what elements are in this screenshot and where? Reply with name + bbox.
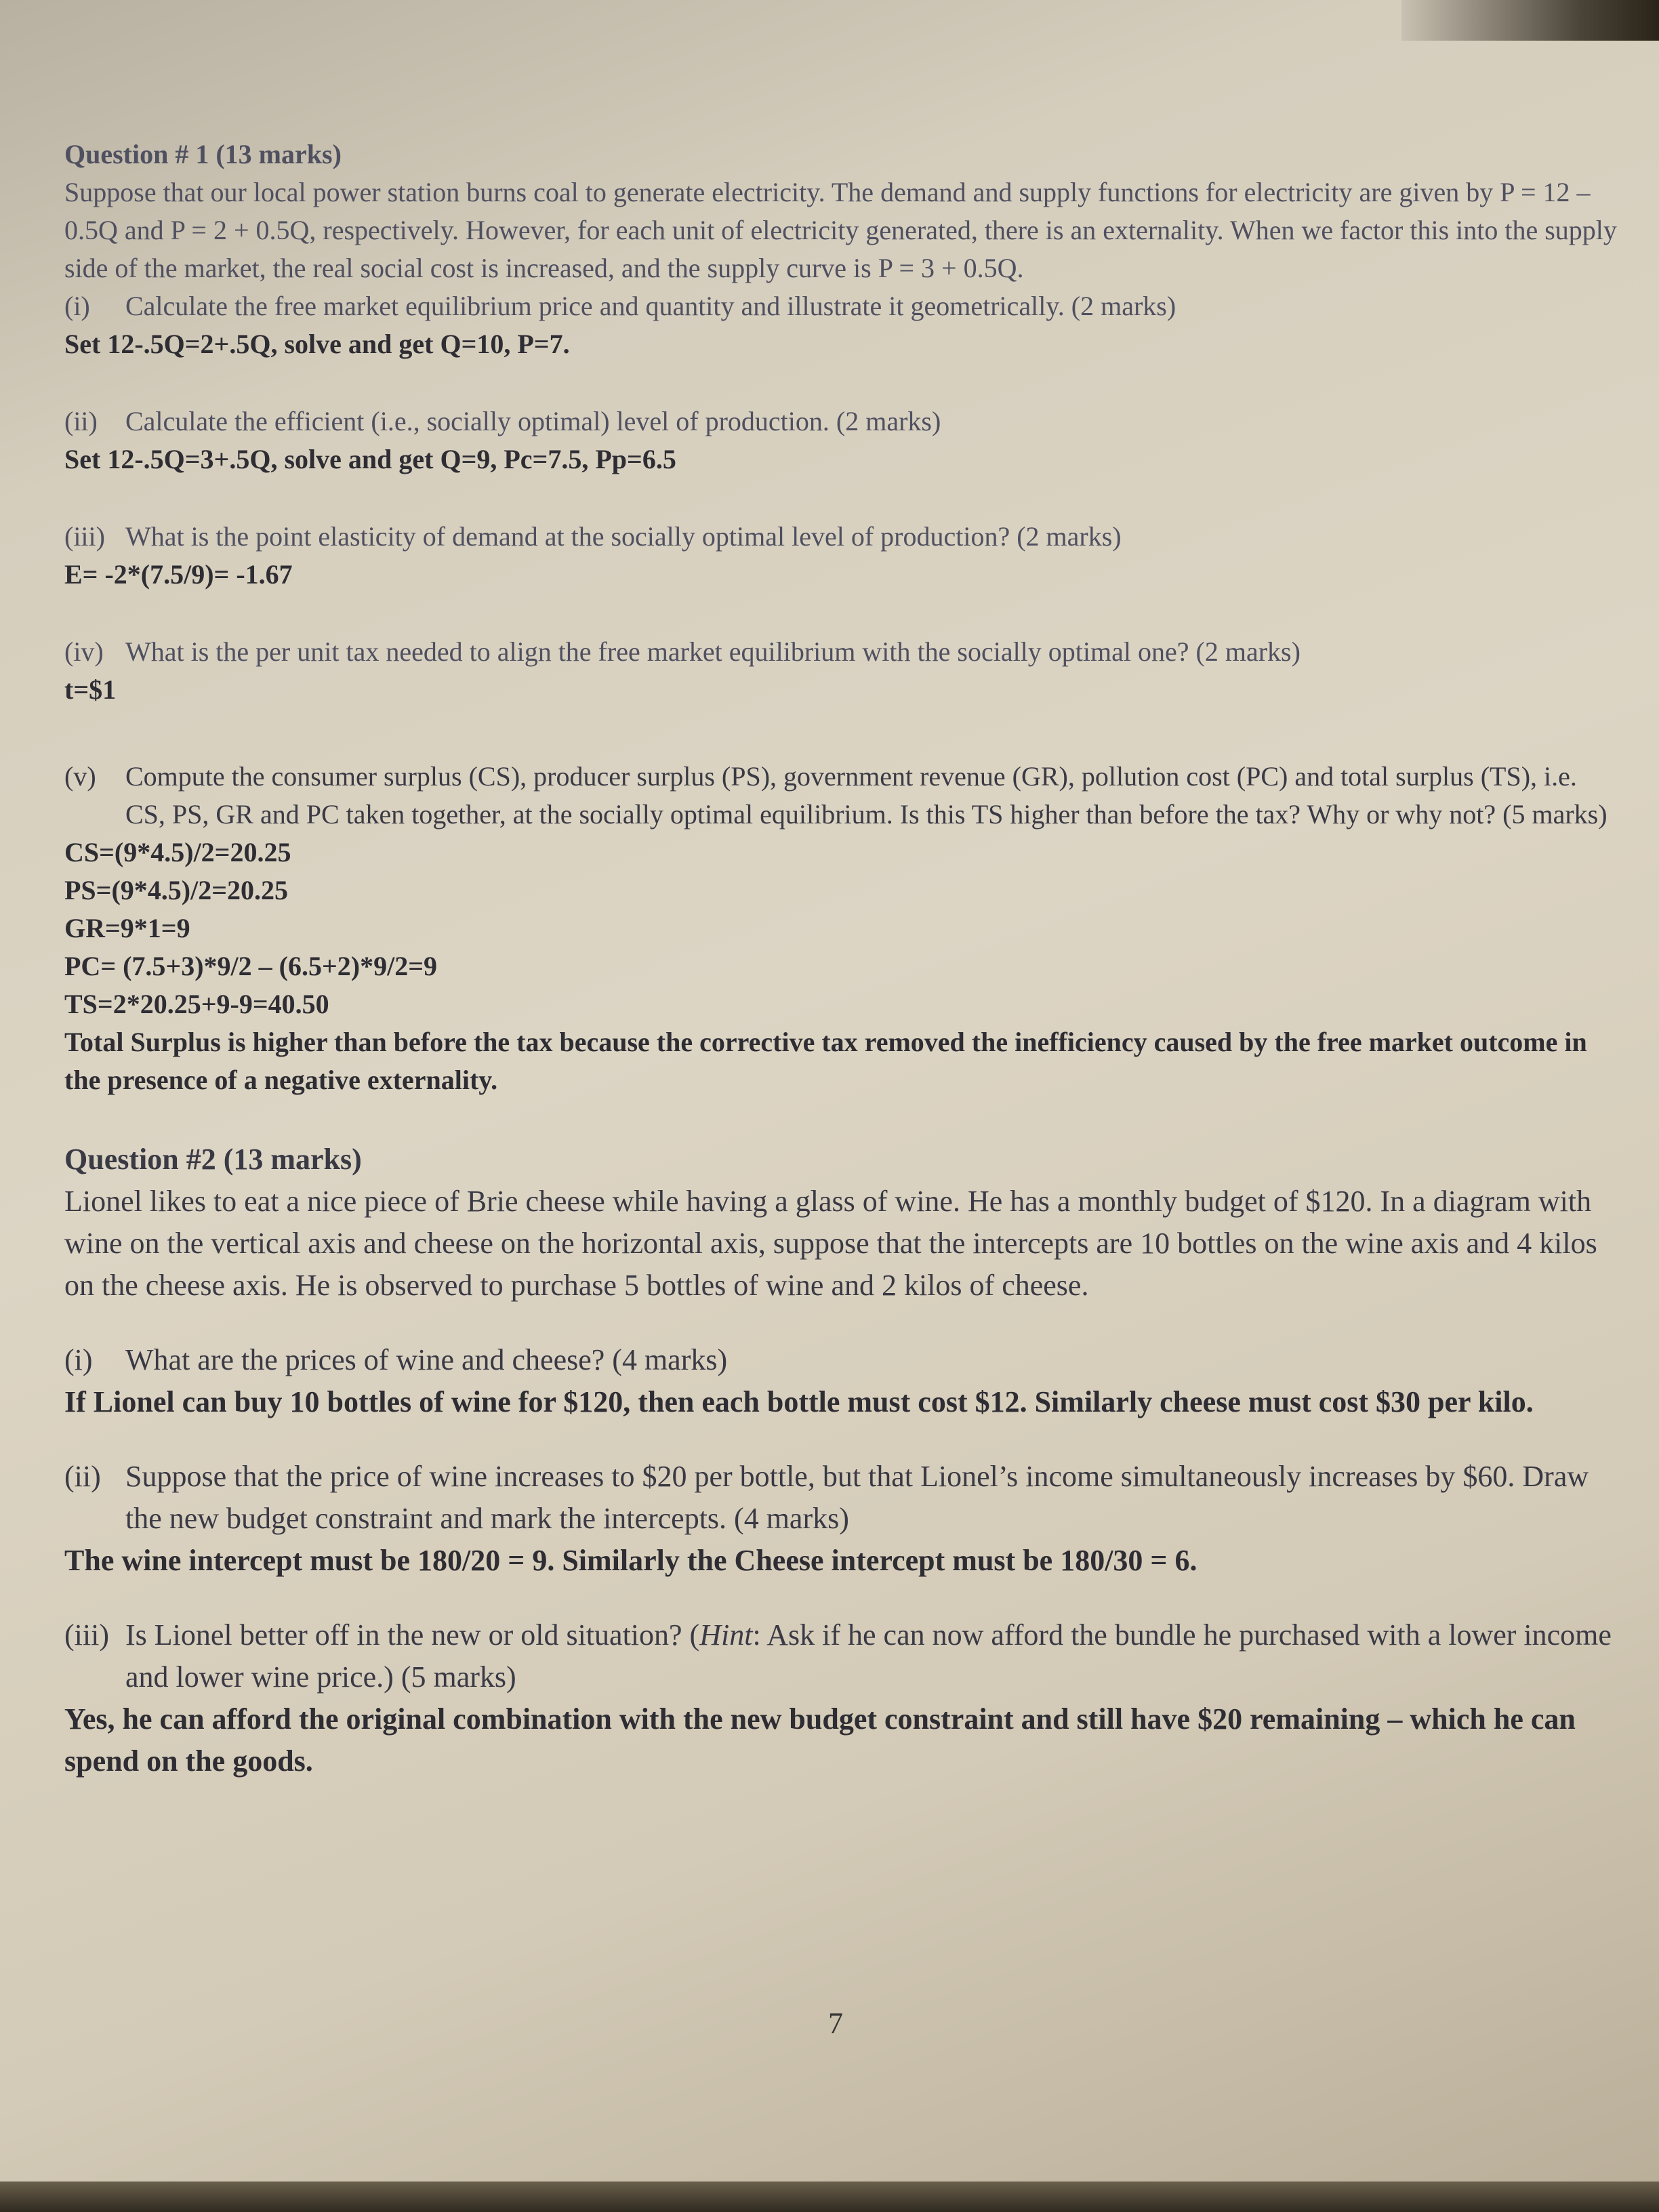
q1-part-iii-answer: E= -2*(7.5/9)= -1.67: [64, 559, 293, 590]
q1-part-i: [64, 287, 1623, 325]
q1-answer-ps: PS=(9*4.5)/2=20.25: [64, 875, 289, 905]
q1-part-v-answer: [64, 834, 1623, 1099]
q2-part-i-number: (i): [64, 1343, 93, 1376]
question-1: [64, 136, 1623, 1099]
q1-part-v: [64, 758, 1623, 834]
q2-part-i-answer: If Lionel can buy 10 bottles of wine for $120, then each bottle must cost $12. Similarly cheese must cost $30 per kilo.: [64, 1385, 1534, 1418]
q1-part-iii-number: (iii): [64, 521, 105, 552]
q1-part-ii-text: Calculate the efficient (i.e., socially optimal) level of production. (2 marks): [125, 406, 941, 436]
q1-part-iv-number: (iv): [64, 636, 104, 667]
q1-part-ii: [64, 403, 1623, 441]
q1-part-ii-number: (ii): [64, 406, 98, 436]
q1-part-iii-text: What is the point elasticity of demand at the socially optimal level of production? (2 marks): [125, 521, 1122, 552]
background-corner: [1401, 0, 1659, 41]
q1-part-v-number: (v): [64, 761, 96, 792]
question-2: [64, 1139, 1623, 1782]
q1-answer-ts: TS=2*20.25+9-9=40.50: [64, 989, 329, 1019]
page-number: 7: [828, 2007, 843, 2040]
q1-part-iii: [64, 518, 1623, 556]
background-bottom-edge: [0, 2182, 1659, 2212]
q2-part-iii-text-post: : Ask if he can now afford the bundle he purchased with a lower income and lower wine price.) (5 marks): [125, 1618, 1612, 1694]
question-2-title: Question #2 (13 marks): [64, 1143, 362, 1176]
question-1-intro: Suppose that our local power station burns coal to generate electricity. The demand and supply functions for electricity are given by P = 12 – 0.5Q and P = 2 + 0.5Q, respectively. However, for each unit of electricity generated, there is an externality. When we factor this into the supply side of the market, the real social cost is increased, and the supply curve is P = 3 + 0.5Q.: [64, 177, 1617, 283]
q1-part-iv-text: What is the per unit tax needed to align the free market equilibrium with the socially optimal one? (2 marks): [125, 636, 1300, 667]
q1-part-i-number: (i): [64, 291, 90, 321]
q2-part-iii-answer: Yes, he can afford the original combination with the new budget constraint and still have $20 remaining – which he can spend on the goods.: [64, 1702, 1576, 1778]
q2-part-i: [64, 1339, 1623, 1381]
q2-part-i-text: What are the prices of wine and cheese? (4 marks): [125, 1343, 728, 1376]
q2-part-iii-hint: Hint: [699, 1618, 753, 1652]
q1-answer-gr: GR=9*1=9: [64, 913, 190, 943]
q2-part-iii-text: [125, 1614, 1623, 1698]
question-1-title: Question # 1 (13 marks): [64, 139, 342, 169]
q1-answer-cs: CS=(9*4.5)/2=20.25: [64, 837, 291, 867]
q1-answer-explanation: Total Surplus is higher than before the tax because the corrective tax removed the inefficiency caused by the free market outcome in the presence of a negative externality.: [64, 1027, 1587, 1095]
q1-part-iv-answer: t=$1: [64, 674, 117, 705]
q2-part-iii: [64, 1614, 1623, 1698]
q2-part-ii-text: Suppose that the price of wine increases to $20 per bottle, but that Lionel’s income simultaneously increases by $60. Draw the new budget constraint and mark the intercepts. (4 marks): [125, 1460, 1589, 1535]
q1-part-i-answer: Set 12-.5Q=2+.5Q, solve and get Q=10, P=7.: [64, 329, 570, 359]
q2-part-ii-number: (ii): [64, 1460, 101, 1493]
q1-part-ii-answer: Set 12-.5Q=3+.5Q, solve and get Q=9, Pc=7.5, Pp=6.5: [64, 444, 676, 474]
q1-part-iv: [64, 633, 1623, 671]
q1-part-v-text: Compute the consumer surplus (CS), producer surplus (PS), government revenue (GR), pollution cost (PC) and total surplus (TS), i.e. CS, PS, GR and PC taken together, at the socially optimal equilibrium. Is this TS higher than before the tax? Why or why not? (5 marks): [125, 761, 1607, 830]
q2-part-iii-text-pre: Is Lionel better off in the new or old situation? (: [125, 1618, 700, 1652]
q2-part-iii-number: (iii): [64, 1618, 109, 1652]
q2-part-ii-answer: The wine intercept must be 180/20 = 9. Similarly the Cheese intercept must be 180/30 = 6.: [64, 1544, 1197, 1577]
q1-answer-pc: PC= (7.5+3)*9/2 – (6.5+2)*9/2=9: [64, 951, 437, 981]
q2-part-ii: [64, 1456, 1623, 1540]
document-page: [64, 136, 1623, 1782]
question-2-intro: Lionel likes to eat a nice piece of Brie cheese while having a glass of wine. He has a monthly budget of $120. In a diagram with wine on the vertical axis and cheese on the horizontal axis, suppose that the intercepts are 10 bottles on the wine axis and 4 kilos on the cheese axis. He is observed to purchase 5 bottles of wine and 2 kilos of cheese.: [64, 1185, 1597, 1302]
q1-part-i-text: Calculate the free market equilibrium price and quantity and illustrate it geometrically. (2 marks): [125, 291, 1176, 321]
